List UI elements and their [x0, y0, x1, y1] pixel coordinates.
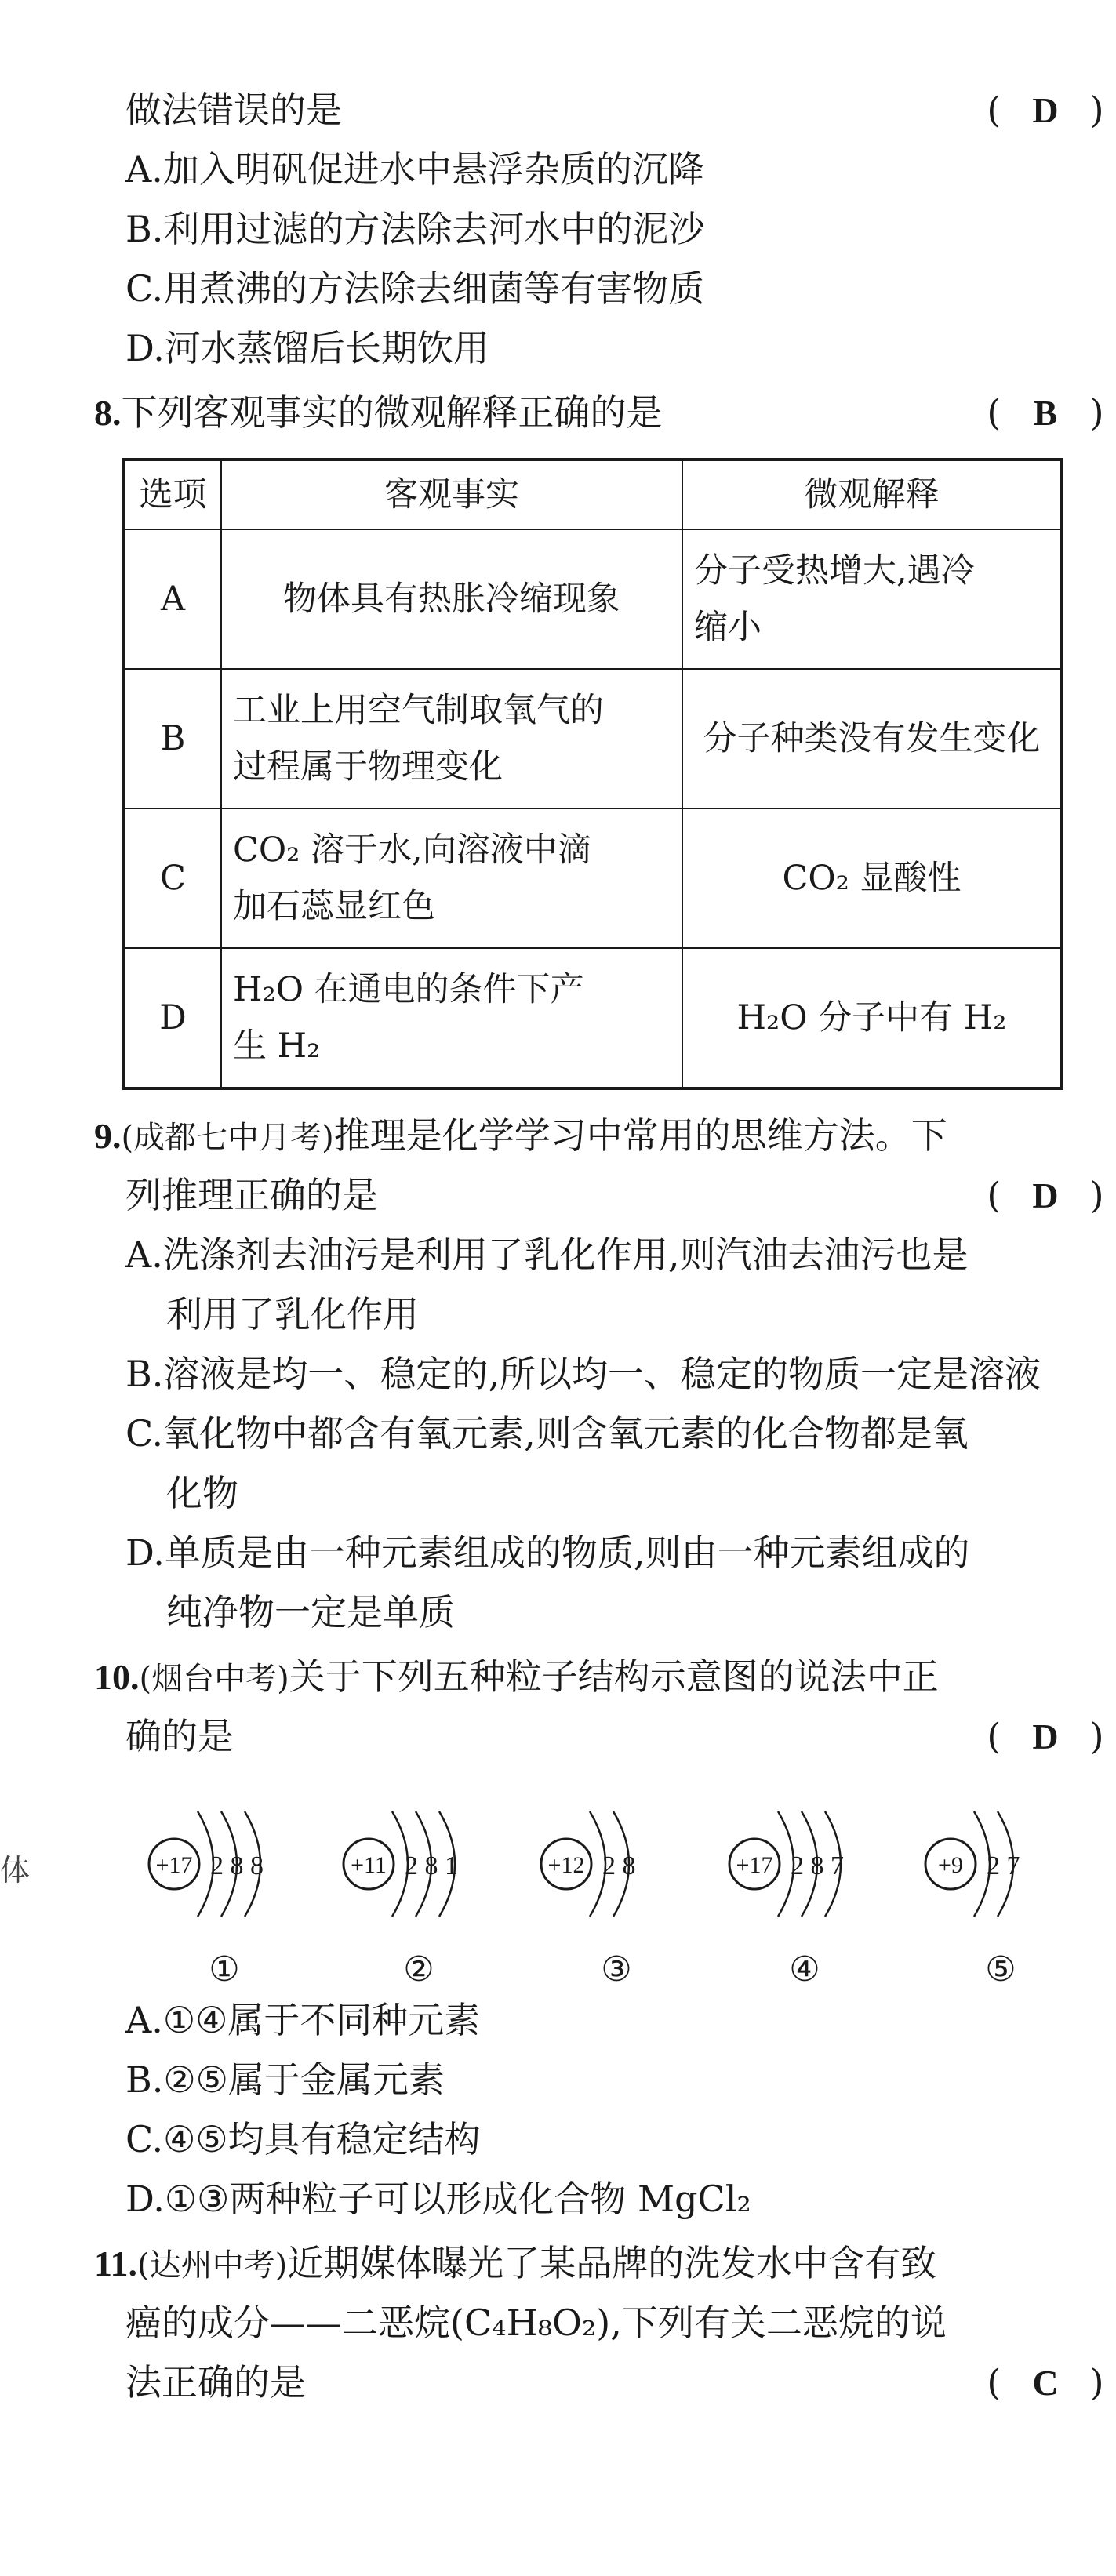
particle-label: ② [403, 1949, 434, 1989]
particle-label: ① [209, 1949, 240, 1989]
row-fact: 物体具有热胀冷缩现象 [221, 529, 682, 669]
q9-option-c-cont: 化物 [166, 1472, 238, 1514]
row-option: D [124, 948, 221, 1088]
q10-option-d: D.①③两种粒子可以形成化合物 MgCl₂ [125, 2178, 751, 2220]
row-option: A [124, 529, 221, 669]
q11-stem-line3: 法正确的是 [125, 2361, 306, 2403]
q10-answer: ( D ) [987, 1715, 1104, 1757]
particle-label: ③ [601, 1949, 632, 1989]
q11-stem-line2: 癌的成分——二恶烷(C₄H₈O₂),下列有关二恶烷的说 [125, 2302, 947, 2344]
table-row [124, 669, 1062, 808]
q7-stem-tail: 做法错误的是 [125, 89, 342, 131]
electron-counts: 2 8 1 [405, 1851, 458, 1880]
nucleus-charge: +12 [547, 1852, 585, 1878]
row-explanation: H₂O 分子中有 H₂ [682, 948, 1062, 1088]
table-row [124, 529, 1062, 669]
q7-option-c: C.用煮沸的方法除去细菌等有害物质 [125, 267, 705, 310]
q8-table [122, 458, 1063, 1090]
q7-option-d: D.河水蒸馏后长期饮用 [125, 327, 489, 369]
q10-option-a: A.①④属于不同种元素 [125, 1999, 481, 2041]
atom-structure-svg [914, 1789, 1087, 1938]
q9-option-c: C.氧化物中都含有氧元素,则含氧元素的化合物都是氧 [125, 1412, 969, 1455]
q7-answer: ( D ) [987, 89, 1104, 131]
q11-answer: ( C ) [987, 2361, 1104, 2403]
header-explanation: 微观解释 [682, 460, 1062, 529]
q8-stem: 8.下列客观事实的微观解释正确的是 [94, 391, 663, 434]
particle-diagram-3 [530, 1789, 703, 1989]
header-fact: 客观事实 [221, 460, 682, 529]
q9-option-a-cont: 利用了乳化作用 [166, 1293, 419, 1335]
particle-diagram-5 [914, 1789, 1087, 1989]
q9-stem-line1: 9.(成都七中月考)推理是化学学习中常用的思维方法。下 [94, 1114, 947, 1157]
row-explanation: 分子种类没有发生变化 [682, 669, 1062, 808]
row-explanation: 分子受热增大,遇冷 缩小 [682, 529, 1062, 669]
q11-source: (达州中考) [136, 2247, 288, 2284]
atom-structure-svg [718, 1789, 891, 1938]
atom-structure-svg [333, 1789, 505, 1938]
row-option: B [124, 669, 221, 808]
q9-option-b: B.溶液是均一、稳定的,所以均一、稳定的物质一定是溶液 [125, 1353, 1041, 1395]
q9-option-d: D.单质是由一种元素组成的物质,则由一种元素组成的 [125, 1531, 970, 1574]
electron-counts: 2 8 8 [210, 1851, 264, 1880]
header-option: 选项 [124, 460, 221, 529]
q7-option-a: A.加入明矾促进水中悬浮杂质的沉降 [125, 148, 704, 191]
q10-option-c: C.④⑤均具有稳定结构 [125, 2118, 481, 2160]
row-fact: H₂O 在通电的条件下产 生 H₂ [221, 948, 682, 1088]
particle-label: ⑤ [985, 1949, 1016, 1989]
particle-diagram-4 [718, 1789, 891, 1989]
particle-diagram-1 [138, 1789, 311, 1989]
q11-stem-line1: 11.(达州中考)近期媒体曝光了某品牌的洗发水中含有致 [94, 2242, 937, 2284]
electron-counts: 2 8 7 [791, 1851, 844, 1880]
q9-answer: ( D ) [987, 1174, 1104, 1216]
atom-structure-svg [530, 1789, 703, 1938]
row-explanation: CO₂ 显酸性 [682, 808, 1062, 948]
table-row [124, 808, 1062, 948]
electron-counts: 2 7 [987, 1851, 1020, 1880]
q10-source: (烟台中考) [139, 1661, 289, 1697]
q9-option-a: A.洗涤剂去油污是利用了乳化作用,则汽油去油污也是 [125, 1234, 969, 1276]
q7-option-b: B.利用过滤的方法除去河水中的泥沙 [125, 208, 705, 250]
q10-stem-line1: 10.(烟台中考)关于下列五种粒子结构示意图的说法中正 [94, 1655, 939, 1698]
q10-stem-line2: 确的是 [125, 1715, 234, 1757]
table-row [124, 948, 1062, 1088]
electron-counts: 2 8 [602, 1851, 636, 1880]
table-header-row [124, 460, 1062, 529]
row-option: C [124, 808, 221, 948]
q10-option-b: B.②⑤属于金属元素 [125, 2058, 445, 2101]
q8-number: 8. [94, 393, 122, 433]
q8-answer: ( B ) [987, 391, 1104, 434]
nucleus-charge: +11 [351, 1852, 387, 1878]
particle-label: ④ [789, 1949, 820, 1989]
particle-diagram-2 [333, 1789, 505, 1989]
q9-option-d-cont: 纯净物一定是单质 [166, 1591, 455, 1633]
q9-source: (成都七中月考) [121, 1120, 334, 1156]
q9-stem-line2: 列推理正确的是 [125, 1174, 378, 1216]
margin-character: 体 [0, 1853, 31, 1887]
nucleus-charge: +17 [736, 1852, 773, 1878]
nucleus-charge: +17 [155, 1852, 193, 1878]
nucleus-charge: +9 [938, 1852, 963, 1878]
row-fact: 工业上用空气制取氧气的 过程属于物理变化 [221, 669, 682, 808]
atom-structure-svg [138, 1789, 311, 1938]
row-fact: CO₂ 溶于水,向溶液中滴 加石蕊显红色 [221, 808, 682, 948]
